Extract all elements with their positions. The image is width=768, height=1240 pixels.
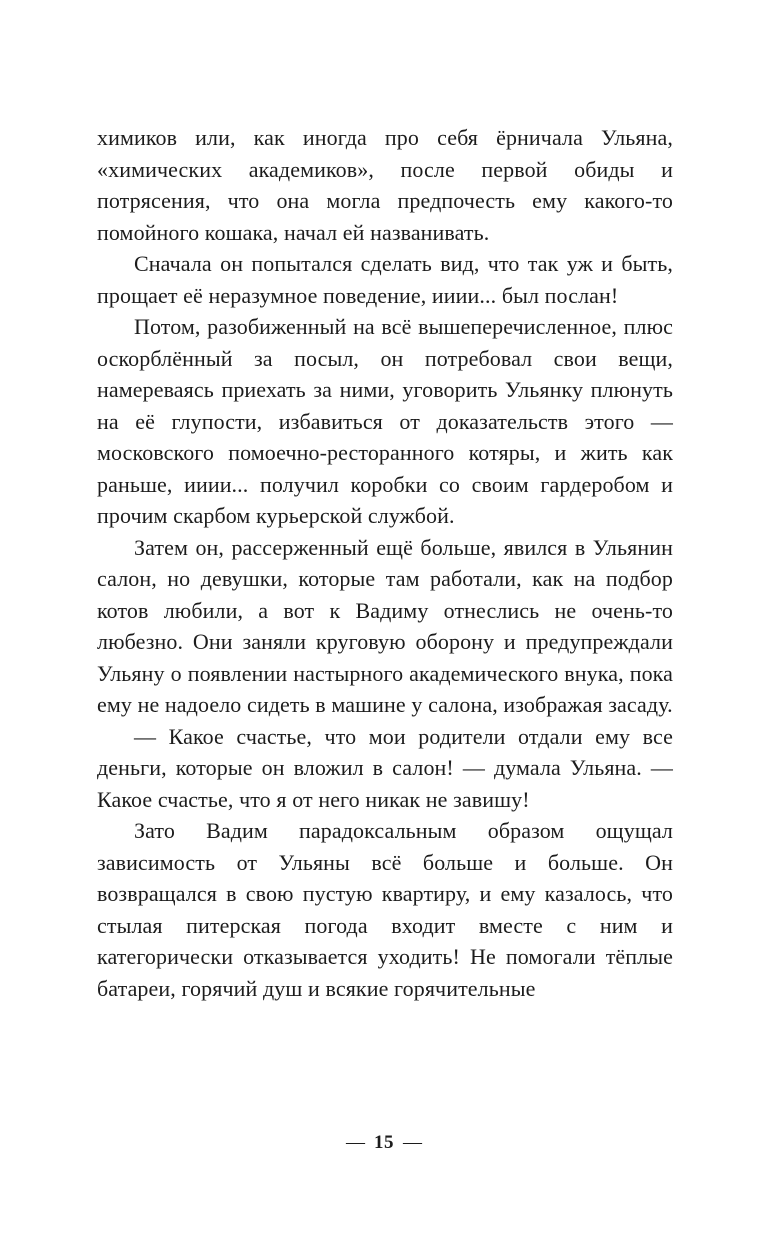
paragraph: химиков или, как иногда про себя ёрничала Ульяна, «химических академиков», после первой обиды и потрясения, что она могла предпочесть ему какого-то помойного кошака, начал ей названивать.: [97, 125, 673, 245]
paragraph: Затем он, рассерженный ещё больше, явился в Ульянин салон, но девушки, которые там работали, как на подбор котов любили, а вот к Вадиму отнеслись не очень-то любезно. Они заняли круговую оборону и предупреждали Ульяну о появлении настырного академического внука, пока ему не надоело сидеть в машине у салона, изображая засаду.: [97, 534, 673, 717]
page-footer: [0, 1132, 768, 1154]
paragraph: Зато Вадим парадоксальным образом ощущал зависимость от Ульяны всё больше и больше. Он возвращался в свою пустую квартиру, и ему казалось, что стылая питерская погода входит вместе с ним и категорически отказывается уходить! Не помогали тёплые батареи, горячий душ и всякие горячительные: [97, 818, 673, 1001]
footer-dash-right: —: [403, 1132, 422, 1153]
paragraph: Сначала он попытался сделать вид, что так уж и быть, прощает её неразумное поведение, ииии... был послан!: [97, 251, 673, 308]
paragraph: — Какое счастье, что мои родители отдали ему все деньги, которые он вложил в салон! — думала Ульяна. — Какое счастье, что я от него никак не завишу!: [97, 723, 673, 812]
page-text: [97, 122, 673, 1004]
footer-dash-left: —: [346, 1132, 365, 1153]
paragraph: Потом, разобиженный на всё вышеперечисленное, плюс оскорблённый за посыл, он потребовал свои вещи, намереваясь приехать за ними, уговорить Ульянку плюнуть на её глупости, избавиться от доказательств этого — московского помоечно-ресторанного котяры, и жить как раньше, ииии... получил коробки со своим гардеробом и прочим скарбом курьерской службой.: [97, 314, 673, 528]
page-number: 15: [374, 1132, 394, 1153]
